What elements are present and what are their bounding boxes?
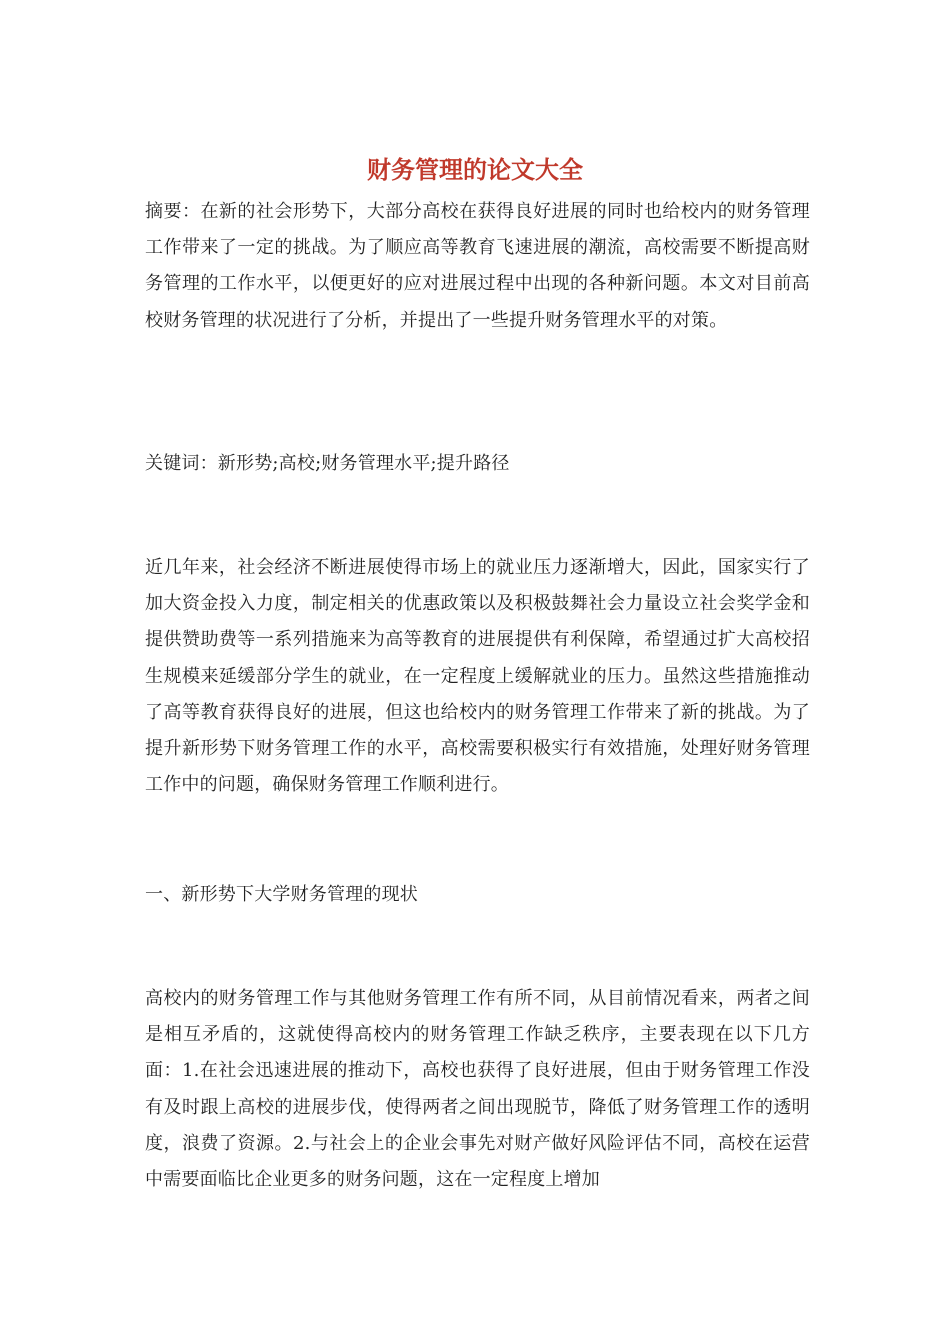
keywords-line: 关键词：新形势;高校;财务管理水平;提升路径 bbox=[145, 453, 510, 474]
section-heading: 一、新形势下大学财务管理的现状 bbox=[145, 884, 418, 905]
abstract-paragraph: 摘要：在新的社会形势下，大部分高校在获得良好进展的同时也给校内的财务管理工作带来了一定的挑战。为了顺应高等教育飞速进展的潮流，高校需要不断提高财务管理的工作水平，以便更好的应对进展过程中出现的各种新问题。本文对目前高校财务管理的状况进行了分析，并提出了一些提升财务管理水平的对策。 bbox=[145, 201, 810, 331]
body-paragraph: 高校内的财务管理工作与其他财务管理工作有所不同，从目前情况看来，两者之间是相互矛盾的，这就使得高校内的财务管理工作缺乏秩序，主要表现在以下几方面：1.在社会迅速进展的推动下，高校也获得了良好进展，但由于财务管理工作没有及时跟上高校的进展步伐，使得两者之间出现脱节，降低了财务管理工作的透明度，浪费了资源。2.与社会上的企业会事先对财产做好风险评估不同，高校在运营中需要面临比企业更多的财务问题，这在一定程度上增加 bbox=[145, 988, 810, 1191]
intro-paragraph: 近几年来，社会经济不断进展使得市场上的就业压力逐渐增大，因此，国家实行了加大资金投入力度，制定相关的优惠政策以及积极鼓舞社会力量设立社会奖学金和提供赞助费等一系列措施来为高等教育的进展提供有利保障，希望通过扩大高校招生规模来延缓部分学生的就业，在一定程度上缓解就业的压力。虽然这些措施推动了高等教育获得良好的进展，但这也给校内的财务管理工作带来了新的挑战。为了提升新形势下财务管理工作的水平，高校需要积极实行有效措施，处理好财务管理工作中的问题，确保财务管理工作顺利进行。 bbox=[145, 557, 810, 796]
document-title: 财务管理的论文大全 bbox=[367, 155, 583, 184]
